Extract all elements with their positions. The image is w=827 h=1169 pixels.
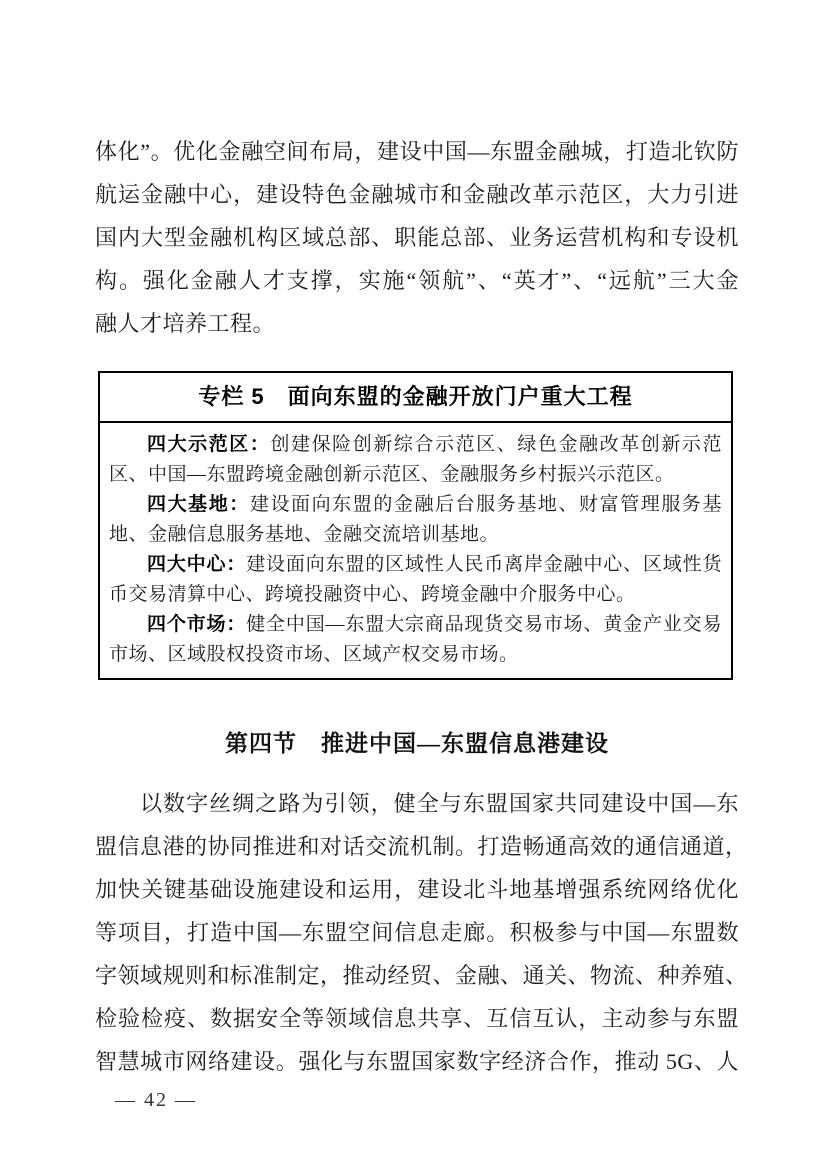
body-line: 字领域规则和标准制定，推动经贸、金融、通关、物流、种养殖、 — [95, 963, 748, 988]
page-number: — 42 — — [115, 1089, 197, 1111]
box-item-label: 四大基地： — [147, 494, 250, 515]
paragraph — [95, 782, 748, 1083]
box-item — [109, 430, 722, 490]
body-line: 检验检疫、数据安全等领域信息共享、互信互认，主动参与东盟 — [95, 1006, 739, 1031]
body-line: 航运金融中心，建设特色金融城市和金融改革示范区，大力引进 — [95, 182, 739, 207]
box-item — [109, 610, 722, 670]
box-item-text: 创建保险创新综合示范区、绿色金融改革创新示范区、中国—东盟跨境金融创新示范区、金融服务乡村振兴示范区。 — [109, 434, 722, 485]
body-line: 国内大型金融机构区域总部、职能总部、业务运营机构和专设机 — [95, 225, 739, 250]
section-heading: 第四节 推进中国—东盟信息港建设 — [225, 731, 609, 756]
body-line: 加快关键基础设施建设和运用，建设北斗地基增强系统网络优化 — [95, 877, 739, 902]
body-line: 盟信息港的协同推进和对话交流机制。打造畅通高效的通信通道， — [95, 834, 748, 859]
box-item-text: 建设面向东盟的区域性人民币离岸金融中心、区域性货币交易清算中心、跨境投融资中心、跨境金融中介服务中心。 — [109, 554, 722, 605]
special-column-box — [98, 371, 733, 680]
box-item-label: 四大示范区： — [147, 434, 271, 455]
body-line: 等项目，打造中国—东盟空间信息走廊。积极参与中国—东盟数 — [95, 920, 739, 945]
box-item — [109, 550, 722, 610]
box-item — [109, 490, 722, 550]
body-line: 体化”。优化金融空间布局，建设中国—东盟金融城，打造北钦防 — [95, 139, 739, 164]
box-body — [100, 423, 731, 678]
box-item-text: 健全中国—东盟大宗商品现货交易市场、黄金产业交易市场、区域股权投资市场、区域产权交易市场。 — [109, 614, 722, 665]
body-line: 智慧城市网络建设。强化与东盟国家数字经济合作，推动 5G、人 — [95, 1049, 739, 1074]
box-item-label: 四个市场： — [147, 614, 247, 635]
body-line: 融人才培养工程。 — [95, 311, 276, 336]
body-line: 以数字丝绸之路为引领，健全与东盟国家共同建设中国—东 — [140, 791, 739, 816]
box-item-text: 建设面向东盟的金融后台服务基地、财富管理服务基地、金融信息服务基地、金融交流培训基地。 — [109, 494, 722, 545]
body-line: 构。强化金融人才支撑，实施“领航”、“英才”、“远航”三大金 — [95, 268, 739, 293]
box-item-label: 四大中心： — [147, 554, 247, 575]
box-title: 专栏 5 面向东盟的金融开放门户重大工程 — [100, 373, 731, 423]
paragraph-continuation — [95, 130, 739, 345]
